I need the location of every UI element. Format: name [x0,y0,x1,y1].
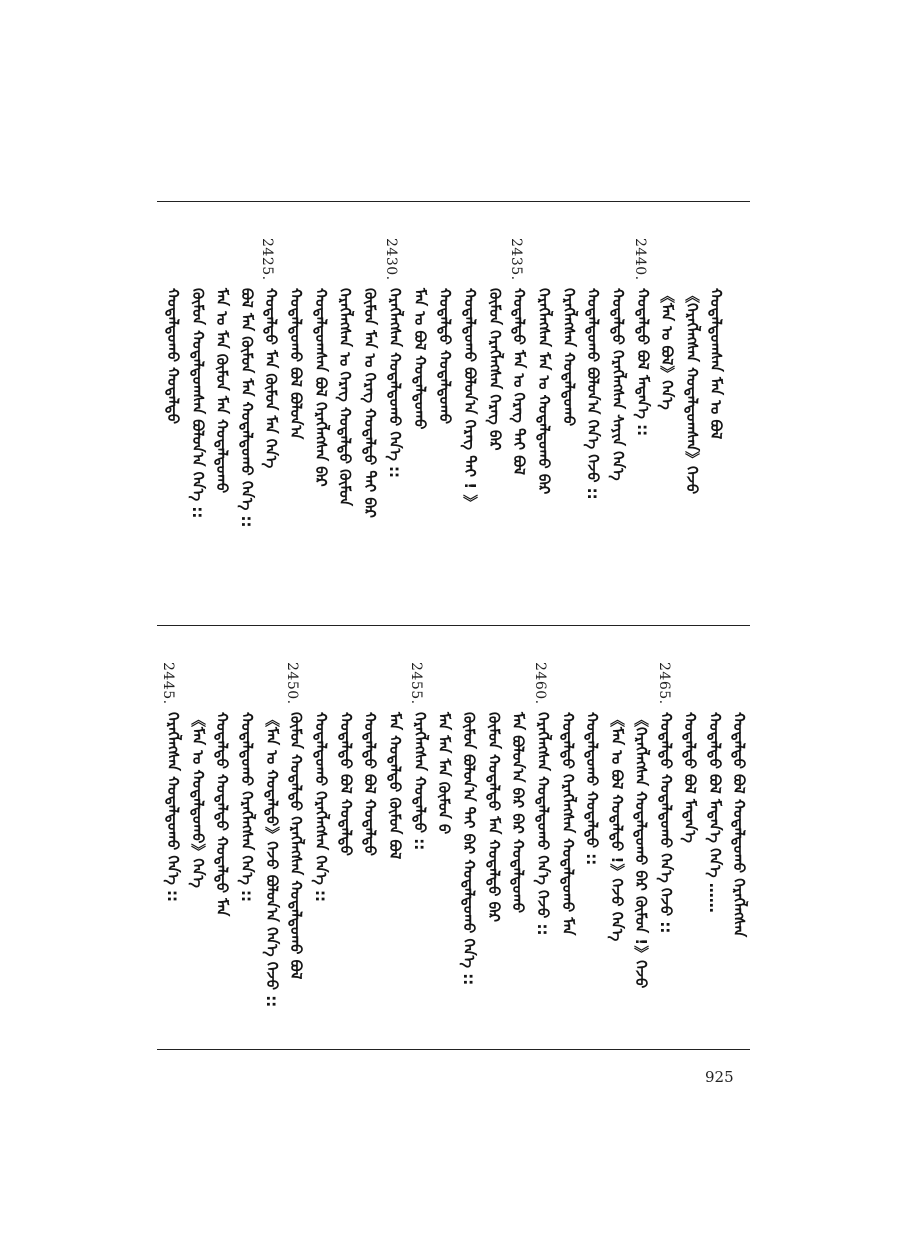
text-line: ᠮᠠᠨ ᠪᠣᠯᠤᠨ᠎ᠠ ᠪᠠᠷ ᠪᠠᠷ ᠬᠤᠳᠠᠯᠳᠤᠬᠤ [509,712,527,913]
text-line: ᠬᠤᠳᠠᠯᠳᠤᠬᠤ ᠪᠣᠯᠤᠨ᠎ᠠ ᠬᠡᠷᠡᠭ ᠲᠡᠢ ! 》 [461,288,479,510]
text-line: 《ᠮᠠᠨ ᠤ ᠪᠣᠯ ᠬᠤᠳᠠᠯᠳᠤ !》ᠭᠡᠵᠦ ᠭᠡᠨ᠎ᠡ [608,712,626,942]
text-line: ᠬᠤᠳᠠᠯᠳᠤ ᠪᠣᠯ ᠬᠤᠳᠠᠯᠳᠤ [361,712,379,856]
line-number: 2435. [508,238,524,281]
text-line: 《ᠬᠡᠷᠡᠭᠯᠡᠭᠰᠡᠨ ᠬᠤᠳᠠᠯᠳᠤᠬᠰᠠᠨ》ᠭᠡᠵᠦ [683,288,701,495]
text-line: ᠬᠤᠳᠠᠯᠳᠤ ᠬᠡᠷᠡᠭᠯᠡᠭᠰᠡᠨ ᠰᠠᠶᠢᠨ ᠭᠡᠨ᠎ᠡ [609,288,627,481]
bottom-rule [157,1049,750,1050]
text-line: ᠪᠣᠯ ᠮᠠᠨ ᠬᠦᠮᠦᠨ ᠮᠠᠨ ᠬᠤᠳᠠᠯᠳᠤᠬᠤ ᠭᠡᠨ᠎ᠡ :: [238,288,256,528]
line-number: 2430. [383,238,399,281]
line-number: 2460. [532,662,548,705]
text-line: ᠬᠤᠳᠠᠯᠳᠤᠬᠰᠠᠨ ᠪᠣᠯ ᠬᠡᠷᠡᠭᠯᠡᠭᠰᠡᠨ ᠪᠠᠷ [312,288,330,487]
text-line: ᠬᠤᠳᠠᠯᠳᠤ ᠪᠣᠯ ᠮᠡᠳᠡᠨ᠎ᠡ ᠭᠡᠨ᠎ᠡ …… [706,712,724,913]
text-line: ᠬᠤᠳᠠᠯᠳᠤ ᠪᠣᠯ ᠮᠡᠳᠡᠨ᠎ᠡ :: [634,288,652,437]
line-number: 2450. [284,662,300,705]
text-line: ᠬᠤᠳᠠᠯᠳᠤᠬᠤ ᠬᠡᠷᠡᠭᠯᠡᠭᠰᠡᠨ ᠭᠡᠨ᠎ᠡ :: [312,712,330,903]
text-line: ᠮᠠᠨ ᠤ ᠮᠠᠨ ᠬᠦᠮᠦᠨ ᠮᠠᠨ ᠬᠤᠳᠠᠯᠳᠤᠬᠤ [213,288,231,494]
text-line: ᠬᠤᠳᠠᠯᠳᠤ ᠮᠠᠨ ᠤ ᠬᠡᠷᠡᠭ ᠲᠡᠢ ᠪᠣᠯ [510,288,528,475]
text-line: 《ᠮᠠᠨ ᠤ ᠬᠤᠳᠠᠯᠳᠤᠬᠤ》ᠭᠡᠨ᠎ᠡ [189,712,207,888]
text-line: ᠬᠡᠷᠡᠭᠯᠡᠭᠰᠡᠨ ᠬᠤᠳᠠᠯᠳᠤᠬᠤ ᠭᠡᠨ᠎ᠡ :: [164,712,182,903]
text-line: ᠮᠠᠨ ᠬᠤᠳᠠᠯᠳᠤ ᠬᠦᠮᠦᠨ ᠪᠣᠯ [386,712,404,860]
text-line: ᠬᠦᠮᠦᠨ ᠬᠤᠳᠠᠯᠳᠤᠬᠰᠠᠨ ᠪᠣᠯᠤᠨ᠎ᠠ ᠭᠡᠨ᠎ᠡ :: [189,288,207,519]
text-line: ᠬᠤᠳᠠᠯᠳᠤᠬᠰᠠᠨ ᠮᠠᠨ ᠤ ᠪᠣᠯ [707,288,725,440]
text-line: ᠬᠡᠷᠡᠭᠯᠡᠭᠰᠡᠨ ᠬᠤᠳᠠᠯᠳᠤᠬᠤ [560,288,578,427]
line-number: 2465. [656,662,672,705]
text-line: ᠬᠡᠷᠡᠭᠯᠡᠭᠰᠡᠨ ᠬᠤᠳᠠᠯᠳᠤ :: [411,712,429,851]
page-number: 925 [705,1068,734,1086]
text-line: ᠮᠠᠨ ᠤ ᠪᠣᠯ ᠬᠤᠳᠠᠯᠳᠤᠬᠤ [411,288,429,430]
text-line: ᠬᠦᠮᠦᠨ ᠬᠡᠷᠡᠭᠯᠡᠭᠰᠡᠨ ᠬᠡᠷᠡᠭ ᠪᠠᠷ [486,288,504,451]
text-line: 《ᠬᠡᠷᠡᠭᠯᠡᠭᠰᠡᠨ ᠬᠤᠳᠠᠯᠳᠤᠬᠤ ᠪᠠᠷ ᠬᠦᠮᠦᠨ !》ᠭᠡᠵᠦ [632,712,650,989]
text-line: ᠬᠤᠳᠠᠯᠳᠤ ᠬᠤᠳᠠᠯᠳᠤ ᠬᠤᠳᠠᠯᠳᠤ ᠮᠠᠨ [213,712,231,917]
text-line: ᠬᠡᠷᠡᠭᠯᠡᠭᠰᠡᠨ ᠮᠠᠨ ᠤ ᠬᠤᠳᠠᠯᠳᠤᠬᠤ ᠪᠠᠷ [535,288,553,495]
text-line: ᠬᠤᠳᠠᠯᠳᠤ ᠬᠤᠳᠠᠯᠳᠤᠬᠤ ᠭᠡᠨ᠎ᠡ ᠭᠡᠵᠦ :: [657,712,675,934]
text-line: ᠬᠤᠳᠠᠯᠳᠤ ᠬᠤᠳᠠᠯᠳᠤᠬᠤ [436,288,454,425]
text-line: ᠮᠠᠨ ᠮᠠᠨ ᠮᠠᠨ ᠬᠦᠮᠦᠨ ᠪ [435,712,453,835]
text-line: ᠬᠡᠷᠡᠭᠯᠡᠭᠰᠡᠨ ᠤ ᠬᠡᠷᠡᠭ ᠬᠤᠳᠠᠯᠳᠤ ᠬᠦᠮᠦᠨ [336,288,354,507]
line-number: 2445. [160,662,176,705]
text-line: ᠬᠤᠳᠠᠯᠳᠤᠬᠤ ᠬᠤᠳᠠᠯᠳᠤ [164,288,182,425]
text-line: ᠬᠤᠳᠠᠯᠳᠤᠬᠤ ᠬᠤᠳᠠᠯᠳᠤ :: [583,712,601,866]
text-line: ᠬᠤᠳᠠᠯᠳᠤ ᠪᠣᠯ ᠮᠡᠳᠡᠨ᠎ᠡ [681,712,699,843]
text-line: ᠬᠤᠳᠠᠯᠳᠤ ᠮᠠᠨ ᠬᠦᠮᠦᠨ ᠮᠠᠨ ᠭᠡᠨ᠎ᠡ [262,288,280,469]
middle-rule [157,625,750,626]
text-line: ᠬᠦᠮᠦᠨ ᠪᠣᠯᠤᠨ᠎ᠠ ᠲᠡᠢ ᠪᠠᠷ ᠬᠤᠳᠠᠯᠳᠤᠬᠤ ᠭᠡᠨ᠎ᠡ :: [460,712,478,986]
text-line: ᠬᠡᠷᠡᠭᠯᠡᠭᠰᠡᠨ ᠬᠤᠳᠠᠯᠳᠤᠬᠤ ᠭᠡᠨ᠎ᠡ :: [386,288,404,479]
text-line: ᠬᠤᠳᠠᠯᠳᠤ ᠪᠣᠯ ᠬᠤᠳᠠᠯᠳᠤᠬᠤ ᠬᠡᠷᠡᠭᠯᠡᠭᠰᠡᠨ [730,712,748,938]
text-line: ᠬᠡᠷᠡᠭᠯᠡᠭᠰᠡᠨ ᠬᠤᠳᠠᠯᠳᠤᠬᠤ ᠭᠡᠨ᠎ᠡ ᠭᠡᠵᠦ :: [534,712,552,936]
text-line: ᠬᠤᠳᠠᠯᠳᠤ ᠪᠣᠯ ᠬᠤᠳᠠᠯᠳᠤ [337,712,355,856]
text-line: ᠬᠤᠳᠠᠯᠳᠤᠬᠤ ᠬᠡᠷᠡᠭᠯᠡᠭᠰᠡᠨ ᠭᠡᠨ᠎ᠡ :: [238,712,256,903]
text-line: 《ᠮᠠᠨ ᠤ ᠬᠤᠳᠠᠯᠳᠤ》ᠭᠡᠵᠦ ᠪᠣᠯᠤᠨ᠎ᠠ ᠭᠡᠨ᠎ᠡ ᠭᠡᠵᠦ :: [263,712,281,1008]
text-line: ᠬᠤᠳᠠᠯᠳᠤᠬᠤ ᠪᠣᠯᠤᠨ᠎ᠠ ᠭᠡᠨ᠎ᠡ ᠭᠡᠵᠦ :: [584,288,602,500]
text-line: ᠬᠦᠮᠦᠨ ᠬᠤᠳᠠᠯᠳᠤ ᠬᠡᠷᠡᠭᠯᠡᠭᠰᠡᠨ ᠬᠤᠳᠠᠯᠳᠤᠬᠤ ᠪᠣᠯ [287,712,305,980]
line-number: 2440. [632,238,648,281]
text-line: ᠬᠦᠮᠦᠨ ᠬᠤᠳᠠᠯᠳᠤ ᠮᠠᠨ ᠬᠤᠳᠠᠯᠳᠤ ᠪᠠᠷ [485,712,503,923]
top-rule [157,201,750,202]
text-line: ᠬᠤᠳᠠᠯᠳᠤᠬᠤ ᠪᠣᠯ ᠪᠣᠯᠤᠨ᠎ᠠ [287,288,305,440]
text-line: ᠬᠦᠮᠦᠨ ᠮᠠᠨ ᠤ ᠬᠡᠷᠡᠭ ᠬᠤᠳᠠᠯᠳᠤ ᠲᠡᠢ ᠪᠠᠷ [361,288,379,518]
line-number: 2455. [408,662,424,705]
text-line: 《ᠮᠠᠨ ᠤ ᠪᠣᠯ》ᠭᠡᠨ᠎ᠡ [658,288,676,410]
line-number: 2425. [259,238,275,281]
text-line: ᠬᠤᠳᠠᠯᠳᠤ ᠬᠡᠷᠡᠭᠯᠡᠭᠰᠡᠨ ᠬᠤᠳᠠᠯᠳᠤᠬᠤ ᠮᠠᠨ [559,712,577,936]
